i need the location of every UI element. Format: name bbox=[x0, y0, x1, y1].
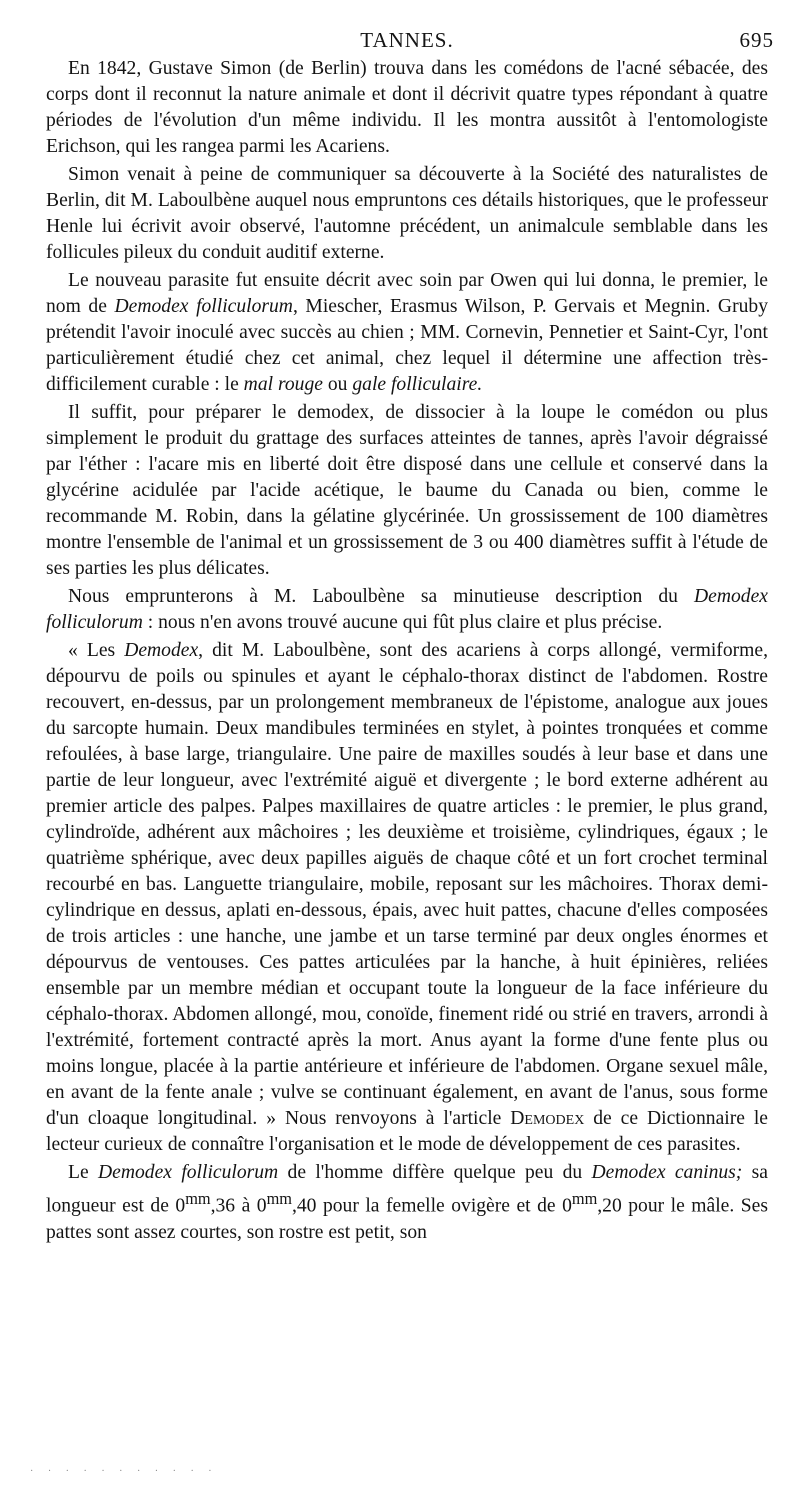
sup-text-run: mm bbox=[185, 1189, 211, 1208]
italic-text-run: Demodex caninus; bbox=[591, 1162, 743, 1183]
italic-text-run: gale folliculaire. bbox=[352, 374, 483, 395]
text-run: ,20 pour le mâle. Ses pattes sont assez courtes, son rostre est petit, son bbox=[46, 1195, 768, 1243]
paragraph bbox=[46, 162, 768, 266]
paragraph bbox=[46, 268, 768, 398]
text-run: : nous n'en avons trouvé aucune qui fût plus claire et plus précise. bbox=[142, 612, 663, 633]
paragraph bbox=[46, 400, 768, 582]
italic-text-run: Demodex folliculorum bbox=[98, 1162, 279, 1183]
book-page bbox=[46, 22, 774, 1246]
text-run: Le nouveau parasite fut ensuite décrit avec soin par Owen qui lui donna, le premier, le nom de bbox=[46, 270, 768, 317]
text-run: de l'homme diffère quelque peu du bbox=[278, 1162, 592, 1183]
paragraph bbox=[46, 56, 768, 160]
text-run: ,36 à 0 bbox=[210, 1195, 267, 1217]
italic-text-run: Demodex bbox=[124, 640, 199, 661]
sup-text-run: mm bbox=[266, 1189, 292, 1208]
text-run: , dit M. Laboulbène, sont des acariens à corps allongé, vermiforme, dépourvu de poils ou spinules et ayant le céphalo-thorax distinct de l'abdomen. Rostre recouvert, en-dessus, par un prolongement membraneux de l'épistome, analogue aux joues du sarcopte humain. Deux mandibules terminées en stylet, à pointes tronquées et comme refoulées, à base large, triangulaire. Une paire de maxilles soudés à leur base et dans une partie de leur longueur, avec l'extrémité aiguë et divergente ; le bord externe adhérent au premier article des palpes. Palpes maxillaires de quatre articles : le premier, le plus grand, cylindroïde, adhérent aux mâchoires ; les deuxième et troisième, cylindriques, égaux ; le quatrième sphérique, avec deux papilles aiguës de chaque côté et un fort crochet terminal recourbé en bas. Languette triangulaire, mobile, reposant sur les mâchoires. Thorax demi-cylindrique en dessus, aplati en-dessous, épais, avec huit pattes, chacune d'elles composées de trois articles : une hanche, une jambe et un tarse terminé par deux ongles énormes et dépourvus de ventouses. Ces pattes articulées par la hanche, à huit épinières, reliées ensemble par un membre médian et occupant toute la longueur de la face inférieure du céphalo-thorax. Abdomen allongé, mou, conoïde, finement ridé ou strié en travers, arrondi à l'extrémité, fortement contracté après la mort. Anus ayant la forme d'une fente plus ou moins longue, placée à la partie antérieure et inférieure de l'abdomen. Organe sexuel mâle, en avant de la fente anale ; vulve se continuant également, en avant de l'anus, sous forme d'un cloaque longitudinal. » Nous renvoyons à l'article bbox=[46, 640, 769, 1129]
text-run: ou bbox=[322, 374, 353, 395]
text-run: Il suffit, pour préparer le demodex, de dissocier à la loupe le comédon ou plus simplement le produit du grattage des surfaces atteintes de tannes, après l'avoir dégraissé par l'éther : l'acare mis en liberté doit être disposé dans une cellule et conservé dans la glycérine acidulée par l'acide acétique, le baume du Canada ou bien, comme le recommande M. Robin, dans la gélatine glycérinée. Un grossissement de 100 diamètres montre l'ensemble de l'animal et un grossissement de 3 ou 400 diamètres suffit à l'étude de ses parties les plus délicates. bbox=[46, 402, 768, 579]
sup-text-run: mm bbox=[571, 1189, 598, 1208]
page-header bbox=[46, 22, 774, 56]
smallcaps-text-run: Demodex bbox=[510, 1108, 585, 1129]
text-run: ,40 pour la femelle ovigère et de 0 bbox=[291, 1195, 572, 1217]
text-run: En 1842, Gustave Simon (de Berlin) trouva dans les comédons de l'acné sébacée, des corps dont il reconnut la nature animale et dont il décrivit quatre types répondant à quatre périodes de l'évolution d'un même individu. Il les montra aussitôt à l'entomologiste Erichson, qui les rangea parmi les Acariens. bbox=[46, 58, 768, 157]
text-run: de ce Dictionnaire le lecteur curieux de connaître l'organisation et le mode de développement de ces parasites. bbox=[46, 1108, 768, 1155]
text-run: sa longueur est de 0 bbox=[46, 1162, 768, 1217]
paragraph bbox=[46, 638, 768, 1158]
paragraph bbox=[46, 1160, 768, 1246]
running-title: TANNES. bbox=[360, 28, 454, 52]
paragraph bbox=[46, 584, 768, 636]
body-text bbox=[46, 56, 768, 1246]
text-run: Simon venait à peine de communiquer sa découverte à la Société des naturalistes de Berlin, dit M. Laboulbène auquel nous empruntons ces détails historiques, que le professeur Henle lui écrivit avoir observé, l'automne précédent, un animalcule semblable dans les follicules pileux du conduit auditif externe. bbox=[46, 164, 768, 263]
scan-noise-marks: · · · · · · · · · · · bbox=[30, 1466, 218, 1477]
text-run: , Miescher, Erasmus Wilson, P. Gervais et Megnin. Gruby prétendit l'avoir inoculé avec succès au chien ; MM. Cornevin, Pennetier et Saint-Cyr, l'ont particulièrement étudié chez cet animal, chez lequel il détermine une affection très-difficilement curable : le bbox=[46, 296, 768, 395]
italic-text-run: Demodex folliculorum bbox=[46, 586, 768, 633]
text-run: Nous emprunterons à M. Laboulbène sa minutieuse description du bbox=[68, 586, 695, 607]
italic-text-run: Demodex folliculorum bbox=[114, 296, 293, 317]
text-run: « Les bbox=[68, 640, 125, 661]
italic-text-run: mal rouge bbox=[243, 374, 323, 395]
page-number: 695 bbox=[739, 28, 774, 52]
text-run: Le bbox=[68, 1162, 98, 1183]
